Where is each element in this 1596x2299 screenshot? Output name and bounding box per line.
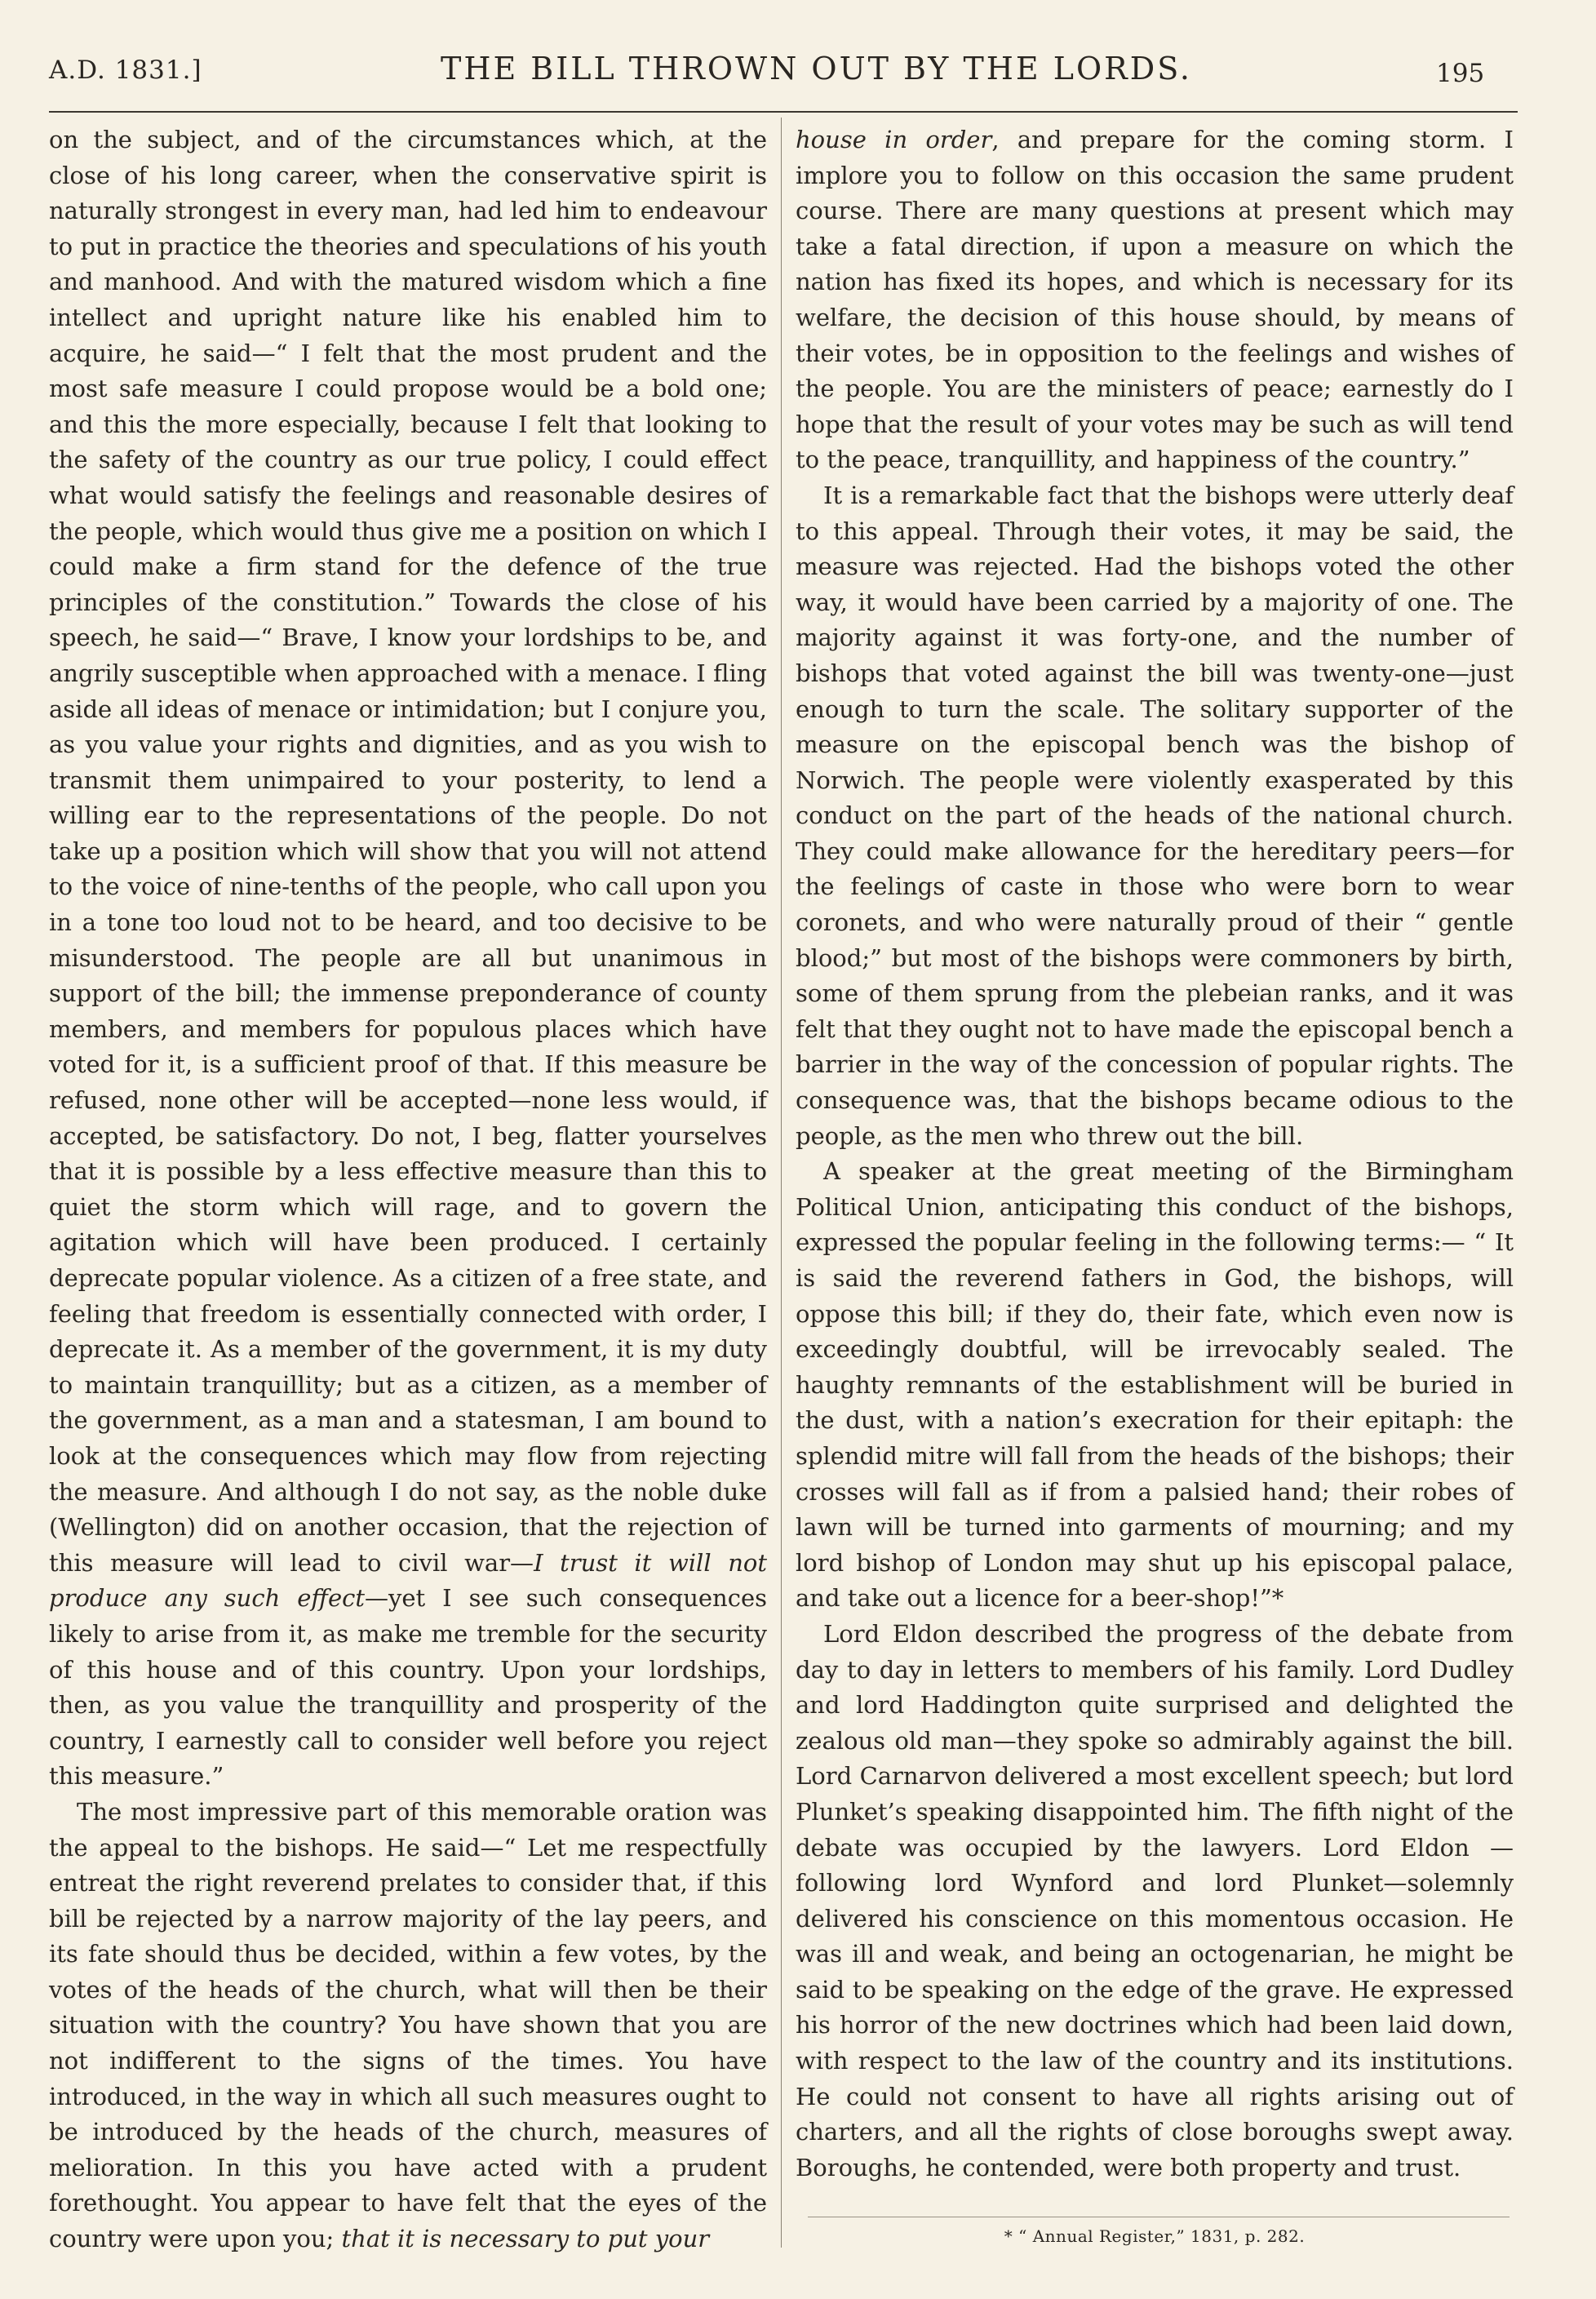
text-run: A speaker at the great meeting of the Birmingham Political Union, anticipating this conduct of the bishops, expressed the popular feeling in the following terms:— “ It is said the reverend fathers in God, the bishops, will oppose this bill; if they do, their fate, which even now is exceedingly doubtful, will be irrevocably sealed. The haughty remnants of the establishment will be buried in the dust, with a nation’s execration for their epitaph: the splendid mitre will fall from the heads of the bishops; their crosses will fall as if from a palsied hand; their robes of lawn will be turned into garments of mourning; and my lord bishop of London may shut up his episcopal palace, and take out a licence for a beer-shop!”*: [796, 1157, 1514, 1613]
paragraph: [796, 1617, 1514, 2186]
header-date: A.D. 1831.]: [49, 55, 202, 85]
text-run: The most impressive part of this memorable oration was the appeal to the bishops. He said—“ Let me respectfully entreat the right reverend prelates to consider that, if this bill be rejected by a narrow majority of the lay peers, and its fate should thus be decided, within a few votes, by the votes of the heads of the church, what will then be their situation with the country? You have shown that you are not indifferent to the signs of the times. You have introduced, in the way in which all such measures ought to be introduced by the heads of the church, measures of melioration. In this you have acted with a prudent forethought. You appear to have felt that the eyes of the country were upon you;: [49, 1797, 767, 2253]
column-divider: [781, 118, 782, 2248]
paragraph: [49, 1795, 767, 2257]
running-header: [49, 51, 1518, 100]
page-number: 195: [1436, 59, 1485, 88]
left-column: [49, 122, 767, 2257]
header-title: THE BILL THROWN OUT BY THE LORDS.: [441, 51, 1192, 87]
paragraph: [49, 122, 767, 1795]
text-run: It is a remarkable fact that the bishops were utterly deaf to this appeal. Through their votes, it may be said, the measure was rejected. Had the bishops voted the other way, it would have been carried by a majority of one. The majority against it was forty-one, and the number of bishops that voted against the bill was twenty-one—just enough to turn the scale. The solitary supporter of the measure on the episcopal bench was the bishop of Norwich. The people were violently exasperated by this conduct on the part of the heads of the national church. They could make allowance for the hereditary peers—for the feelings of caste in those who were born to wear coronets, and who were naturally proud of their “ gentle blood;” but most of the bishops were commoners by birth, some of them sprung from the plebeian ranks, and it was felt that they ought not to have made the episcopal bench a barrier in the way of the concession of popular rights. The consequence was, that the bishops became odious to the people, as the men who threw out the bill.: [796, 481, 1514, 1150]
text-run: on the subject, and of the circumstances which, at the close of his long career, when the conservative spirit is naturally strongest in every man, had led him to endeavour to put in practice the theories and speculations of his youth and manhood. And with the matured wisdom which a fine intellect and upright nature like his enabled him to acquire, he said—“ I felt that the most prudent and the most safe measure I could propose would be a bold one; and this the more especially, because I felt that looking to the safety of the country as our true policy, I could effect what would satisfy the feelings and reasonable desires of the people, which would thus give me a position on which I could make a firm stand for the defence of the true principles of the constitution.” Towards the close of his speech, he said—“ Brave, I know your lordships to be, and angrily susceptible when approached with a menace. I fling aside all ideas of menace or intimidation; but I conjure you, as you value your rights and dignities, and as you wish to transmit them unimpaired to your posterity, to lend a willing ear to the representations of the people. Do not take up a position which will show that you will not attend to the voice of nine-tenths of the people, who call upon you in a tone too loud not to be heard, and too decisive to be misunderstood. The people are all but unanimous in support of the bill; the immense preponderance of county members, and members for populous places which have voted for it, is a sufficient proof of that. If this measure be refused, none other will be accepted—none less would, if accepted, be satisfactory. Do not, I beg, flatter yourselves that it is possible by a less effective measure than this to quiet the storm which will rage, and to govern the agitation which will have been produced. I certainly deprecate popular violence. As a citizen of a free state, and feeling that freedom is essentially connected with order, I deprecate it. As a member of the government, it is my duty to maintain tranquillity; but as a citizen, as a member of the government, as a man and a statesman, I am bound to look at the consequences which may flow from rejecting the measure. And although I do not say, as the noble duke (Wellington) did on another occasion, that the rejection of this measure will lead to civil war—: [49, 126, 767, 1577]
paragraph: [796, 122, 1514, 478]
italic-text-run: that it is necessary to put your: [341, 2225, 710, 2253]
text-run: —yet I see such consequences likely to arise from it, as make me tremble for the security of this house and of this country. Upon your lordships, then, as you value the tranquillity and prosperity of the country, I earnestly call to consider well before you reject this measure.”: [49, 1584, 767, 1791]
italic-text-run: house in order: [796, 126, 992, 153]
text-run: Lord Eldon described the progress of the debate from day to day in letters to members of his family. Lord Dudley and lord Haddington quite surprised and delighted the zealous old man—they spoke so admirably against the bill. Lord Carnarvon delivered a most excellent speech; but lord Plunket’s speaking disappointed him. The fifth night of the debate was occupied by the lawyers. Lord Eldon —following lord Wynford and lord Plunket—solemnly delivered his conscience on this momentous occasion. He was ill and weak, and being an octogenarian, he might be said to be speaking on the edge of the grave. He expressed his horror of the new doctrines which had been laid down, with respect to the law of the country and its institutions. He could not consent to have all rights arising out of charters, and all the rights of close boroughs swept away. Boroughs, he contended, were both property and trust.: [796, 1619, 1514, 2181]
paragraph: [796, 1154, 1514, 1617]
paragraph: [796, 478, 1514, 1154]
italic-text-run: I trust it will not produce any such effect: [49, 1548, 767, 1613]
right-column: [796, 122, 1514, 2186]
text-run: , and prepare for the coming storm. I implore you to follow on this occasion the same prudent course. There are many questions at present which may take a fatal direction, if upon a measure on which the nation has fixed its hopes, and which is necessary for its welfare, the decision of this house should, by means of their votes, be in opposition to the feelings and wishes of the people. You are the ministers of peace; earnestly do I hope that the result of your votes may be such as will tend to the peace, tranquillity, and happiness of the country.”: [796, 126, 1514, 474]
footnote: * “ Annual Register,” 1831, p. 282.: [1004, 2226, 1306, 2246]
header-rule: [49, 111, 1518, 113]
